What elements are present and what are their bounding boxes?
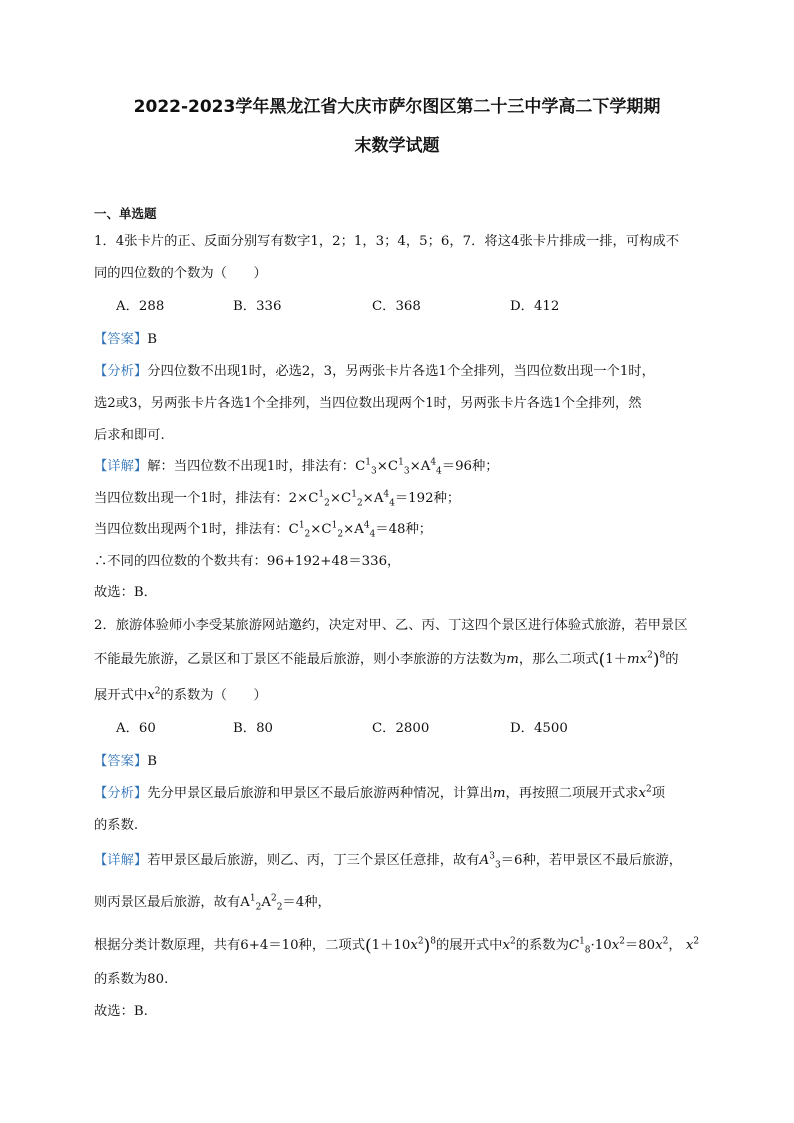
detail-tag: 【详解】 xyxy=(94,459,148,474)
formula: $C^1_8\cdot 10x^2=80x^2$ xyxy=(568,936,669,956)
q2-analysis-line1 xyxy=(94,782,665,801)
detail-suffix: 种； xyxy=(405,522,433,537)
q2-option-d: D．4500 xyxy=(510,721,568,736)
detail-text: 则丙景区最后旅游，故有 xyxy=(94,895,241,910)
q1-detail-line4: ∴不同的四位数的个数共有：96+192+48＝336， xyxy=(94,554,401,569)
formula: $(1+10x^2)^8$ xyxy=(365,936,436,956)
formula: $(1+mx^2)^8$ xyxy=(598,650,666,670)
detail-text: 解：当四位数不出现1时，排法有： xyxy=(147,459,356,474)
stem-text: 的 xyxy=(665,652,679,667)
detail-text: 根据分类计数原理，共有6+4＝10种，二项式 xyxy=(94,938,366,953)
detail-suffix: 种； xyxy=(433,491,461,506)
formula: $x^2$ xyxy=(685,936,700,953)
analysis-tag: 【分析】 xyxy=(94,364,148,379)
formula: m xyxy=(492,786,506,801)
answer-value: B xyxy=(147,332,157,347)
q1-analysis-line2: 选2或3，另两张卡片各选1个全排列，当四位数出现两个1时，另两张卡片各选1个全排列，然 xyxy=(94,396,642,411)
q2-stem-line1: 2．旅游体验师小李受某旅游网站邀约，决定对甲、乙、丙、丁这四个景区进行体验式旅游，若甲景区 xyxy=(94,618,688,633)
q1-option-d: D．412 xyxy=(510,299,560,314)
detail-text: 的展开式中 xyxy=(435,938,503,953)
answer-tag: 【答案】 xyxy=(94,754,148,769)
detail-tag: 【详解】 xyxy=(94,853,148,868)
q1-stem-line1: 1．4张卡片的正、反面分别写有数字1，2；1，3；4，5；6，7．将这4张卡片排成一排，可构成不 xyxy=(94,234,680,249)
stem-text: 展开式中 xyxy=(94,688,148,703)
q1-detail-line3 xyxy=(94,518,432,540)
stem-text: 不能最先旅游，乙景区和丁景区不能最后旅游，则小李旅游的方法数为 xyxy=(94,652,507,667)
q1-detail-line5: 故选：B． xyxy=(94,585,157,600)
formula: $2\times C^1_2\times C^1_2\times A^4_4=192$ xyxy=(288,489,434,509)
q2-option-a: A．60 xyxy=(116,721,156,736)
q2-detail-line3 xyxy=(94,934,699,956)
detail-text: 当四位数出现两个1时，排法有： xyxy=(94,522,289,537)
detail-text: 种， xyxy=(304,895,331,910)
analysis-text: 先分甲景区最后旅游和甲景区不最后旅游两种情况，计算出 xyxy=(147,786,493,801)
section-heading: 一、单选题 xyxy=(94,206,157,221)
formula: $A^1_2A^2_2=4$ xyxy=(240,893,305,913)
q1-detail-line2 xyxy=(94,487,460,509)
q2-answer xyxy=(94,750,157,769)
formula: $A^3_3=6$ xyxy=(479,851,523,871)
q2-detail-line5: 故选：B. xyxy=(94,1004,148,1019)
detail-text: 若甲景区最后旅游，则乙、丙，丁三个景区任意排，故有 xyxy=(147,853,480,868)
stem-text: 的系数为（ ） xyxy=(160,688,267,703)
q2-stem-line2 xyxy=(94,648,679,670)
formula: $C^1_2\times C^1_2\times A^4_4=48$ xyxy=(288,520,406,540)
q1-detail-line1 xyxy=(94,455,499,477)
q1-analysis-line3: 后求和即可. xyxy=(94,428,165,443)
formula: $x^2$ xyxy=(147,686,161,703)
q2-detail-line1 xyxy=(94,849,682,871)
q1-answer xyxy=(94,328,157,347)
detail-suffix: 种； xyxy=(472,459,499,474)
detail-text: 种，若甲景区不最后旅游， xyxy=(522,853,683,868)
q2-detail-line2 xyxy=(94,891,331,913)
formula: $x^2$ xyxy=(502,936,516,953)
analysis-text: 项 xyxy=(651,786,666,801)
page-title-line2: 末数学试题 xyxy=(354,136,440,156)
detail-text: ， xyxy=(668,938,682,953)
formula: $C^1_3\times C^1_3\times A^4_4=96$ xyxy=(355,457,472,477)
q1-stem-line2: 同的四位数的个数为（ ） xyxy=(94,266,267,281)
q1-option-a: A．288 xyxy=(116,299,165,314)
stem-text: ，那么二项式 xyxy=(518,652,599,667)
analysis-tag: 【分析】 xyxy=(94,786,148,801)
q1-analysis-line1 xyxy=(94,360,655,379)
q2-analysis-line2: 的系数. xyxy=(94,818,139,833)
q2-stem-line3 xyxy=(94,684,267,703)
detail-text: 当四位数出现一个1时，排法有： xyxy=(94,491,289,506)
formula: m xyxy=(506,652,519,667)
analysis-text: 分四位数不出现1时，必选2，3，另两张卡片各选1个全排列，当四位数出现一个1时， xyxy=(147,364,655,379)
answer-tag: 【答案】 xyxy=(94,332,148,347)
analysis-text: ，再按照二项展开式求 xyxy=(505,786,639,801)
q1-option-c: C．368 xyxy=(372,299,421,314)
page-title-line1: 2022-2023学年黑龙江省大庆市萨尔图区第二十三中学高二下学期期 xyxy=(133,97,661,117)
q2-option-b: B．80 xyxy=(233,721,273,736)
q2-option-c: C．2800 xyxy=(372,721,430,736)
q1-option-b: B．336 xyxy=(233,299,282,314)
formula: $x^2$ xyxy=(638,784,652,801)
detail-text: 的系数为 xyxy=(515,938,569,953)
q2-detail-line4: 的系数为80. xyxy=(94,972,169,987)
answer-value: B xyxy=(147,754,157,769)
